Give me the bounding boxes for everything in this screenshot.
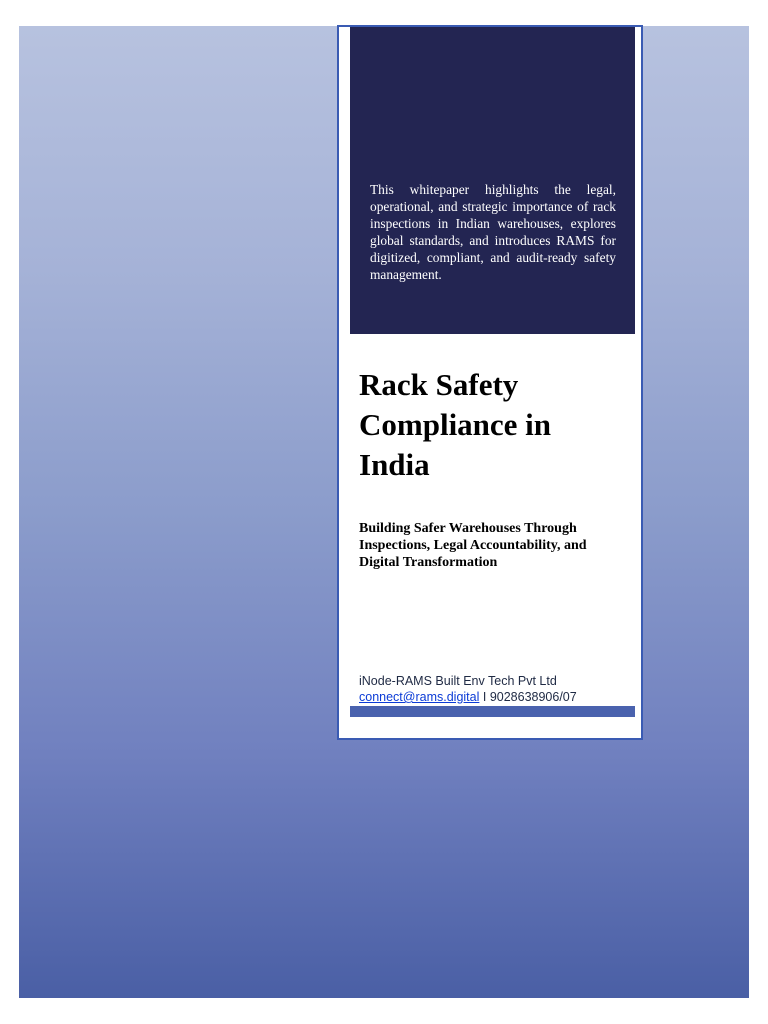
- email-link[interactable]: connect@rams.digital: [359, 690, 480, 704]
- phone-number: 9028638906/07: [489, 690, 577, 704]
- cover-card: [337, 25, 643, 740]
- contact-separator: I: [479, 690, 490, 704]
- company-name: iNode-RAMS Built Env Tech Pvt Ltd: [359, 674, 557, 688]
- contact-line: [359, 689, 629, 706]
- abstract-text: This whitepaper highlights the legal, operational, and strategic importance of rack inspections in Indian warehouses, explores global standards, and introduces RAMS for digitized, compliant, and audit-ready safety management.: [370, 182, 616, 282]
- document-title: Rack Safety Compliance in India: [359, 367, 552, 482]
- document-subtitle: Building Safer Warehouses Through Inspections, Legal Accountability, and Digital Transformation: [359, 521, 587, 570]
- abstract-panel: [350, 27, 635, 334]
- accent-bar: [350, 706, 635, 717]
